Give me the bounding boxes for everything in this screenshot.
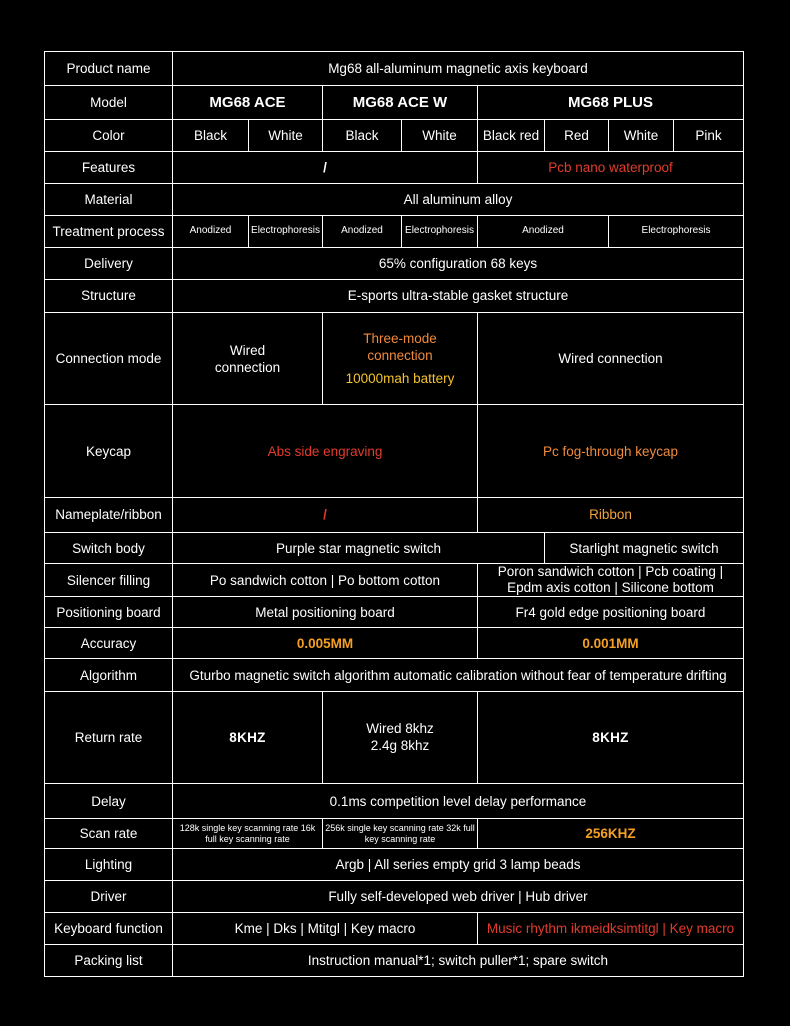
row-nameplate <box>45 497 744 532</box>
model-ace: MG68 ACE <box>173 86 323 120</box>
value-driver: Fully self-developed web driver | Hub driver <box>173 881 744 912</box>
treatment-value: Electrophoresis <box>249 215 323 247</box>
row-scan-rate <box>45 819 744 849</box>
positioning-plus: Fr4 gold edge positioning board <box>478 597 744 628</box>
model-plus: MG68 PLUS <box>478 86 744 120</box>
color-value: White <box>402 120 478 152</box>
color-value: White <box>609 120 674 152</box>
keyboard-function-plus: Music rhythm ikmeidksimtitgl | Key macro <box>478 912 744 944</box>
label-keyboard-function: Keyboard function <box>45 912 173 944</box>
row-algorithm <box>45 659 744 691</box>
label-positioning: Positioning board <box>45 597 173 628</box>
row-silencer <box>45 564 744 597</box>
label-model: Model <box>45 86 173 120</box>
label-delay: Delay <box>45 784 173 819</box>
scan-rate-ace-w: 256k single key scanning rate 32k full key scanning rate <box>323 819 478 849</box>
treatment-value: Electrophoresis <box>609 215 744 247</box>
connection-plus: Wired connection <box>478 313 744 405</box>
return-rate-wired: Wired 8khz <box>366 721 434 737</box>
label-silencer: Silencer filling <box>45 564 173 597</box>
accuracy-plus: 0.001MM <box>478 628 744 659</box>
value-algorithm: Gturbo magnetic switch algorithm automatic calibration without fear of temperature drifting <box>173 659 744 691</box>
value-delivery: 65% configuration 68 keys <box>173 247 744 279</box>
connection-ace: Wired connection <box>173 313 323 405</box>
label-return-rate: Return rate <box>45 691 173 783</box>
label-structure: Structure <box>45 279 173 312</box>
model-ace-w: MG68 ACE W <box>323 86 478 120</box>
features-plus: Pcb nano waterproof <box>478 152 744 183</box>
label-switch-body: Switch body <box>45 532 173 563</box>
scan-rate-plus: 256KHZ <box>478 819 744 849</box>
label-connection: Connection mode <box>45 313 173 405</box>
row-packing <box>45 944 744 976</box>
label-lighting: Lighting <box>45 849 173 881</box>
keyboard-function-ace: Kme | Dks | Mtitgl | Key macro <box>173 912 478 944</box>
color-value: White <box>249 120 323 152</box>
label-algorithm: Algorithm <box>45 659 173 691</box>
treatment-value: Anodized <box>323 215 402 247</box>
treatment-value: Electrophoresis <box>402 215 478 247</box>
row-delivery <box>45 247 744 279</box>
row-lighting <box>45 849 744 881</box>
treatment-value: Anodized <box>478 215 609 247</box>
row-material <box>45 183 744 215</box>
return-rate-plus: 8KHZ <box>478 691 744 783</box>
row-structure <box>45 279 744 312</box>
silencer-ace: Po sandwich cotton | Po bottom cotton <box>173 564 478 597</box>
row-keycap <box>45 405 744 497</box>
connection-three-mode: Three-mode connection <box>363 331 437 364</box>
row-driver <box>45 881 744 912</box>
nameplate-plus: Ribbon <box>478 497 744 532</box>
label-treatment: Treatment process <box>45 215 173 247</box>
label-color: Color <box>45 120 173 152</box>
accuracy-ace: 0.005MM <box>173 628 478 659</box>
features-ace: / <box>173 152 478 183</box>
color-value: Black red <box>478 120 545 152</box>
scan-rate-ace: 128k single key scanning rate 16k full key scanning rate <box>173 819 323 849</box>
color-value: Pink <box>674 120 744 152</box>
value-structure: E-sports ultra-stable gasket structure <box>173 279 744 312</box>
keycap-ace: Abs side engraving <box>173 405 478 497</box>
row-features <box>45 152 744 183</box>
connection-battery: 10000mah battery <box>345 371 455 387</box>
return-rate-ace-w <box>323 691 478 783</box>
keycap-plus: Pc fog-through keycap <box>478 405 744 497</box>
value-material: All aluminum alloy <box>173 183 744 215</box>
value-lighting: Argb | All series empty grid 3 lamp beads <box>173 849 744 881</box>
label-accuracy: Accuracy <box>45 628 173 659</box>
treatment-value: Anodized <box>173 215 249 247</box>
label-delivery: Delivery <box>45 247 173 279</box>
row-switch-body <box>45 532 744 563</box>
row-delay <box>45 784 744 819</box>
silencer-plus: Poron sandwich cotton | Pcb coating | Epdm axis cotton | Silicone bottom <box>478 564 744 597</box>
return-rate-ace: 8KHZ <box>173 691 323 783</box>
value-product-name: Mg68 all-aluminum magnetic axis keyboard <box>173 52 744 86</box>
switch-body-ace: Purple star magnetic switch <box>173 532 545 563</box>
row-positioning <box>45 597 744 628</box>
connection-ace-w <box>323 313 478 405</box>
row-accuracy <box>45 628 744 659</box>
label-material: Material <box>45 183 173 215</box>
spec-table <box>44 51 744 977</box>
return-rate-wireless: 2.4g 8khz <box>370 738 430 754</box>
row-product-name <box>45 52 744 86</box>
label-packing: Packing list <box>45 944 173 976</box>
row-keyboard-function <box>45 912 744 944</box>
label-product-name: Product name <box>45 52 173 86</box>
label-nameplate: Nameplate/ribbon <box>45 497 173 532</box>
label-features: Features <box>45 152 173 183</box>
row-color <box>45 120 744 152</box>
color-value: Black <box>173 120 249 152</box>
row-return-rate <box>45 691 744 783</box>
value-delay: 0.1ms competition level delay performance <box>173 784 744 819</box>
switch-body-plus: Starlight magnetic switch <box>545 532 744 563</box>
nameplate-ace: / <box>173 497 478 532</box>
positioning-ace: Metal positioning board <box>173 597 478 628</box>
row-treatment <box>45 215 744 247</box>
color-value: Black <box>323 120 402 152</box>
value-packing: Instruction manual*1; switch puller*1; spare switch <box>173 944 744 976</box>
row-connection <box>45 313 744 405</box>
label-scan-rate: Scan rate <box>45 819 173 849</box>
color-value: Red <box>545 120 609 152</box>
label-keycap: Keycap <box>45 405 173 497</box>
label-driver: Driver <box>45 881 173 912</box>
row-model <box>45 86 744 120</box>
